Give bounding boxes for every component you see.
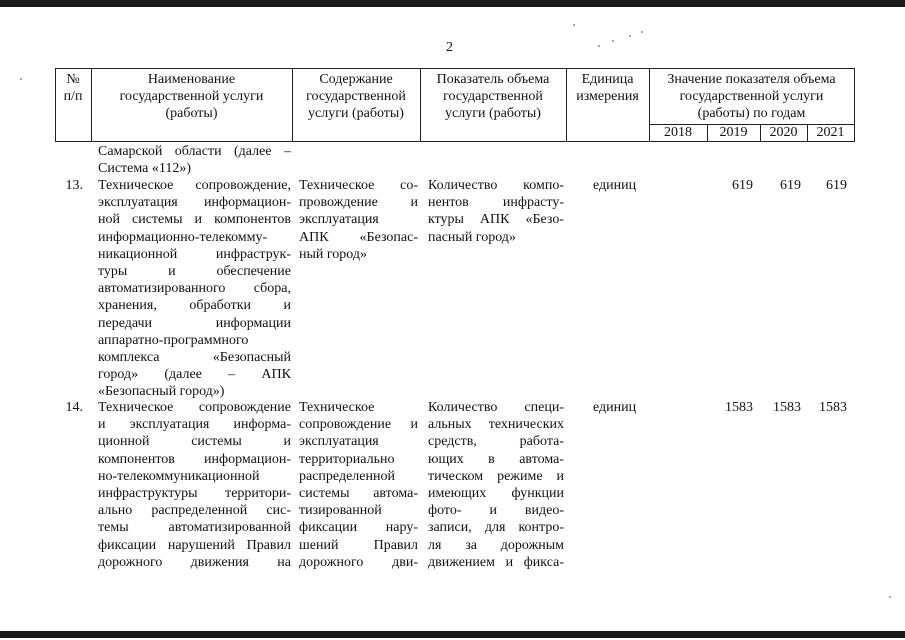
row-value-2019: 619: [732, 178, 753, 193]
row-unit: единиц: [593, 400, 637, 415]
row-value-2020: 1583: [773, 400, 801, 415]
scan-speck: [889, 596, 891, 598]
header-number: № п/п: [63, 72, 83, 105]
row-content: Техническое со- провождение и эксплуатация АПК «Безопас- ный город»: [299, 178, 418, 262]
row-value-2021: 619: [826, 178, 847, 193]
header-content: Содержание государственной услуги (работы): [306, 72, 406, 122]
scan-speck: [573, 24, 575, 26]
header-indicator: Показатель объема государственной услуги (работы): [436, 72, 550, 122]
header-year: 2020: [769, 125, 798, 140]
scan-speck: [20, 78, 22, 80]
row-value-2020: 619: [780, 178, 801, 193]
header-year: 2019: [719, 125, 748, 140]
row-service-name: Техническое сопровождение, эксплуатация информацион- ной системы и компонентов информационно-телекомму- никационной инфраструк- туры и обеспечение автоматизированного сбора, хранения, обработки и передачи информации аппаратно-программного комплекса «Безопасный город» (далее – АПК «Безопасный город»): [98, 178, 291, 400]
row-unit: единиц: [593, 178, 637, 193]
header-value: Значение показателя объема государственной услуги (работы) по годам: [667, 72, 836, 122]
scan-speck: [641, 31, 643, 33]
top-scan-border: [0, 0, 905, 7]
scan-speck: [598, 45, 600, 47]
row-indicator: Количество специ- альных технических средств, работа- ющих в автома- тическом режиме и имеющих функции фото- и видео- записи, для контро- ля за дорожным движением и фикса-: [428, 400, 564, 570]
row-content: Техническое сопровождение и эксплуатация территориально распределенной системы автома- тизированной фиксации нару- шений Правил дорожного дви-: [299, 400, 418, 570]
continuation-name: Самарской области (далее – Система «112»): [98, 144, 291, 177]
services-table: [55, 68, 855, 570]
header-unit: Единица измерения: [576, 72, 639, 105]
row-number: 13.: [65, 178, 83, 193]
scan-speck: [612, 40, 614, 42]
row-indicator: Количество компо- нентов инфрасту- ктуры АПК «Безо- пасный город»: [428, 178, 564, 245]
row-value-2021: 1583: [819, 400, 847, 415]
header-year: 2018: [664, 125, 692, 140]
header-year: 2021: [816, 125, 845, 140]
table-header: [55, 68, 855, 142]
page-number: 2: [446, 40, 453, 55]
row-value-2019: 1583: [725, 400, 753, 415]
header-service-name: Наименование государственной услуги (работы): [119, 72, 264, 122]
row-service-name: Техническое сопровождение и эксплуатация информа- ционной системы и компонентов информацион- но-телекоммуникационной инфраструктуры территори- ально распределенной сис- темы автоматизированной фиксации нарушений Правил дорожного движения на: [98, 400, 291, 570]
row-number: 14.: [65, 400, 83, 415]
bottom-scan-border: [0, 631, 905, 638]
scan-speck: [629, 35, 631, 37]
